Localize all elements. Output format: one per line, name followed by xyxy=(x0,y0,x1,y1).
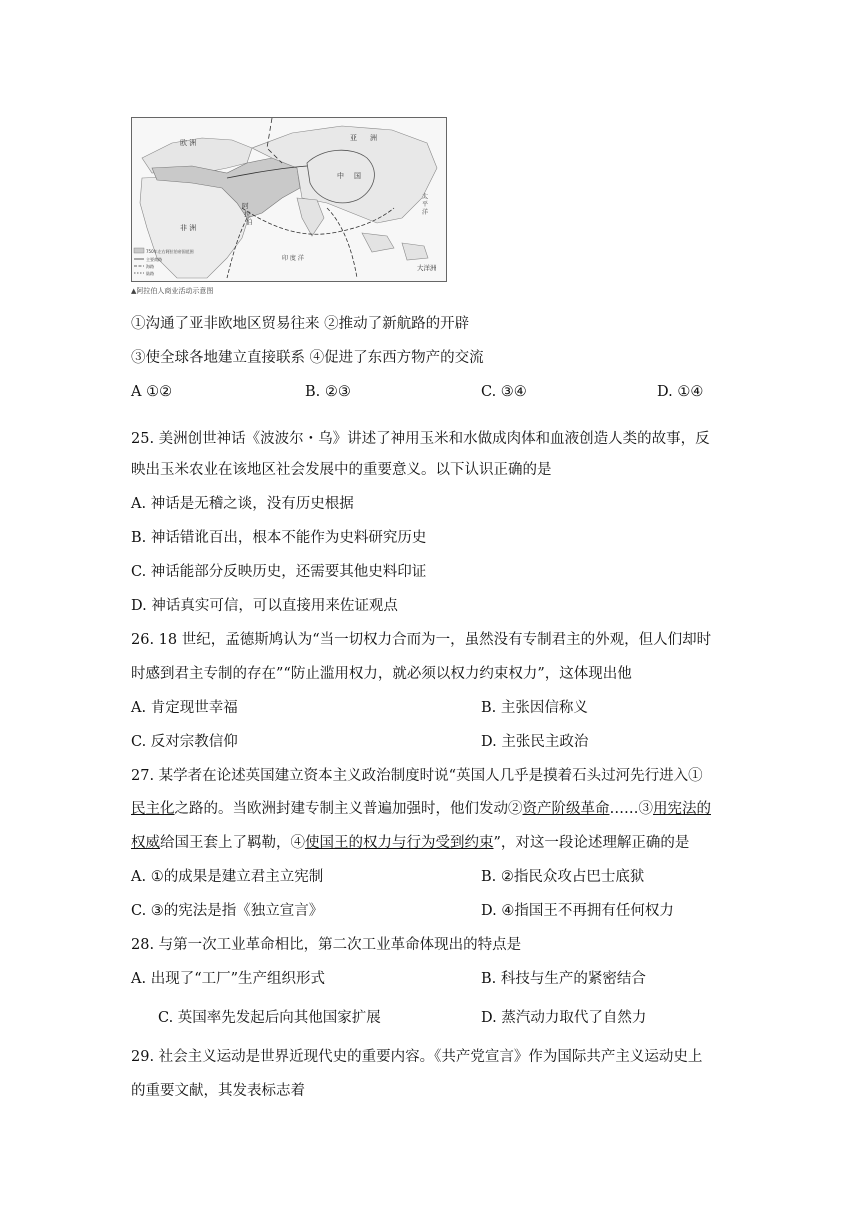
q27-text-3d: ”，对这一段论述理解正确的是 xyxy=(493,835,690,851)
map-label-oceania: 大洋洲 xyxy=(417,264,437,272)
q27-underline-3b: 权威 xyxy=(131,835,160,851)
legend-route: 主要商路 xyxy=(146,257,162,262)
q26-choice-a: A. 肯定现世幸福 xyxy=(131,700,238,716)
map-caption: ▲阿拉伯人商业活动示意图 xyxy=(131,287,214,295)
q27-text-3b: 给国王套上了羁勒，④ xyxy=(160,835,305,851)
q24-option-line-1: ①沟通了亚非欧地区贸易往来 ②推动了新航路的开辟 xyxy=(131,316,470,332)
q28-stem: 28. 与第一次工业革命相比，第二次工业革命体现出的特点是 xyxy=(131,937,522,953)
q27-underline-1: 民主化 xyxy=(131,801,175,817)
q27-stem-line-3 xyxy=(131,834,689,852)
q27-choice-d: D. ④指国王不再拥有任何权力 xyxy=(481,903,674,919)
q25-stem-line-1: 25. 美洲创世神话《波波尔・乌》讲述了神用玉米和水做成肉体和血液创造人类的故事，反 xyxy=(131,431,710,447)
legend-sea: 海路 xyxy=(146,264,154,269)
q24-choice-c: C. ③④ xyxy=(481,384,527,400)
q26-stem-line-2: 时感到君主专制的存在”“防止滥用权力，就必须以权力约束权力”，这体现出他 xyxy=(131,666,632,682)
q24-choice-d: D. ①④ xyxy=(657,384,704,400)
map-label-arabia-1: 阿 xyxy=(242,202,249,210)
q25-choice-a: A. 神话是无稽之谈，没有历史根据 xyxy=(131,496,354,512)
q27-underline-2: 资产阶级革命 xyxy=(522,801,610,817)
map-label-arabia-2: 拉 xyxy=(244,210,251,218)
legend-empire: 750年左右阿拉伯帝国范围 xyxy=(146,249,194,254)
q27-stem-line-2 xyxy=(131,800,711,818)
q27-text-2b: 之路的。当欧洲封建专制主义普遍加强时，他们发动② xyxy=(174,801,523,817)
q27-choice-c: C. ③的宪法是指《独立宣言》 xyxy=(131,903,324,919)
q27-stem-line-1: 27. 某学者在论述英国建立资本主义政治制度时说“英国人几乎是摸着石头过河先行进入① xyxy=(131,768,703,784)
q25-choice-d: D. 神话真实可信，可以直接用来佐证观点 xyxy=(131,598,398,614)
q26-stem-line-1: 26. 18 世纪，孟德斯鸠认为“当一切权力合而为一，虽然没有专制君主的外观，但人们却时 xyxy=(131,632,712,648)
legend-land: 陆路 xyxy=(146,271,154,276)
map-label-europe: 欧 洲 xyxy=(180,139,197,147)
q24-choice-a: A ①② xyxy=(131,384,173,400)
q28-choice-d: D. 蒸汽动力取代了自然力 xyxy=(481,1010,647,1026)
q26-choice-d: D. 主张民主政治 xyxy=(481,734,589,750)
q24-choice-b: B. ②③ xyxy=(305,384,351,400)
map-label-africa: 非 洲 xyxy=(180,224,197,232)
map-label-pacific: 太 平 洋 xyxy=(420,193,428,215)
map-label-china-2: 国 xyxy=(354,172,361,180)
q29-stem-line-2: 的重要文献，其发表标志着 xyxy=(131,1083,305,1099)
trade-route-map xyxy=(131,117,447,282)
q24-option-line-2: ③使全球各地建立直接联系 ④促进了东西方物产的交流 xyxy=(131,350,484,366)
q29-stem-line-1: 29. 社会主义运动是世界近现代史的重要内容。《共产党宣言》作为国际共产主义运动史上 xyxy=(131,1049,703,1065)
map-label-asia: 亚 xyxy=(350,134,357,142)
q28-choice-a: A. 出现了“工厂”生产组织形式 xyxy=(131,971,326,987)
q27-text-2d: ……③ xyxy=(609,801,653,817)
map-label-china-1: 中 xyxy=(337,172,344,180)
q28-choice-b: B. 科技与生产的紧密结合 xyxy=(481,971,646,987)
q26-choice-c: C. 反对宗教信仰 xyxy=(131,734,238,750)
q25-choice-b: B. 神话错讹百出，根本不能作为史料研究历史 xyxy=(131,530,427,546)
q26-choice-b: B. 主张因信称义 xyxy=(481,700,588,716)
q27-underline-3a: 用宪法的 xyxy=(653,801,711,817)
q25-choice-c: C. 神话能部分反映历史，还需要其他史料印证 xyxy=(131,564,427,580)
map-label-indian-ocean: 印 度 洋 xyxy=(282,255,304,262)
q28-choice-c: C. 英国率先发起后向其他国家扩展 xyxy=(158,1010,381,1026)
q27-choice-b: B. ②指民众攻占巴士底狱 xyxy=(481,869,645,885)
map-label-asia-2: 洲 xyxy=(370,134,377,142)
q25-stem-line-2: 映出玉米农业在该地区社会发展中的重要意义。以下认识正确的是 xyxy=(131,462,552,478)
map-label-arabia-3: 伯 xyxy=(246,218,253,226)
q27-choice-a: A. ①的成果是建立君主立宪制 xyxy=(131,869,324,885)
q27-underline-4: 使国王的权力与行为受到约束 xyxy=(305,835,494,851)
